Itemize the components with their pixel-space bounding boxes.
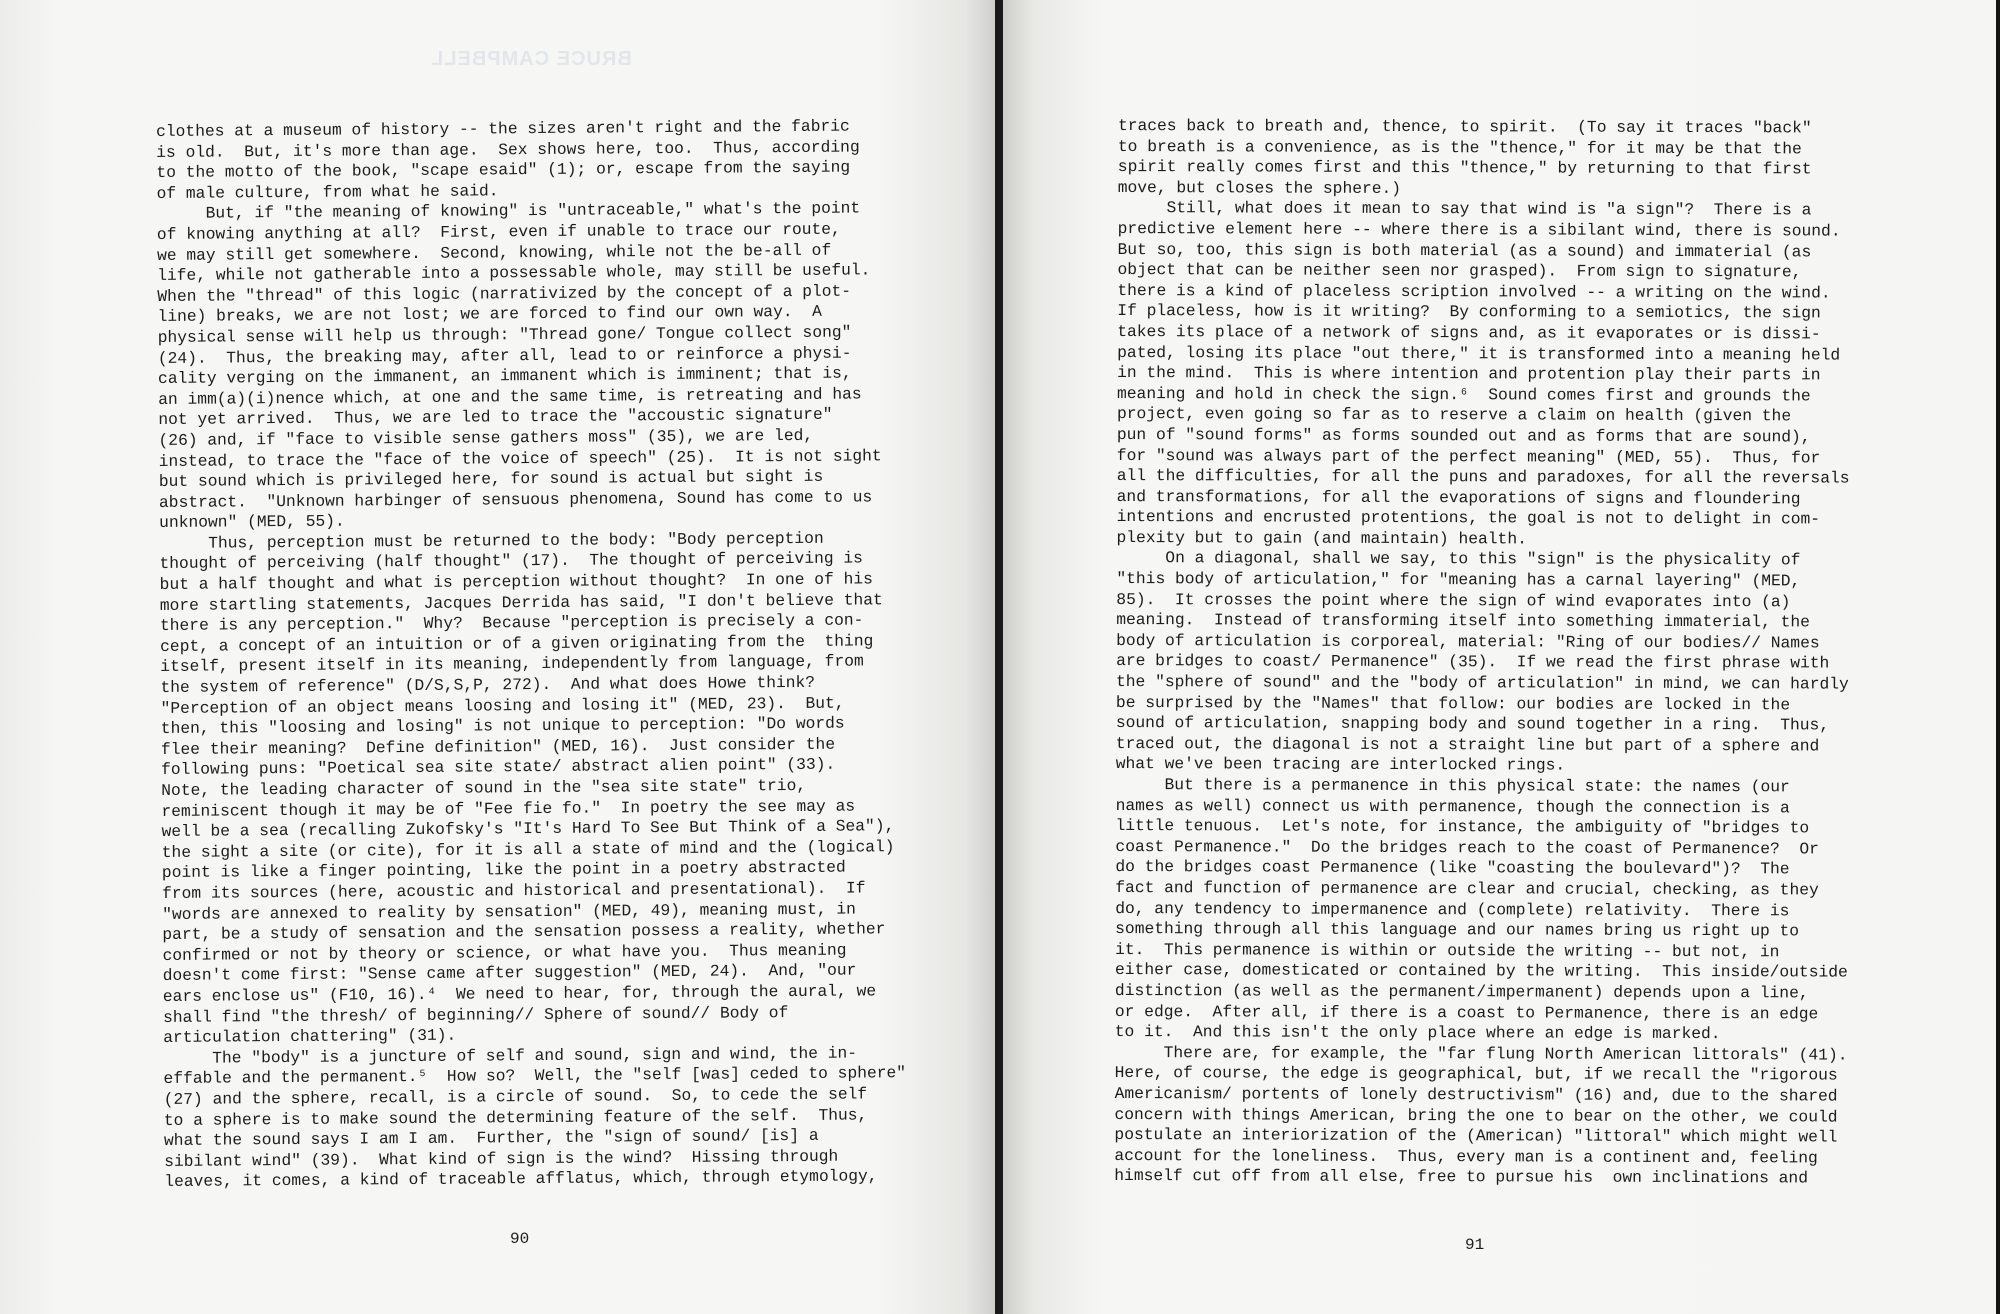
text-line: for "sound was always part of the perfect meaning" (MED, 55). Thus, for <box>1116 445 1821 467</box>
text-line: we may still get somewhere. Second, knowing, while not the be-all of <box>156 240 832 265</box>
text-line: physical sense will help us through: "Thread gone/ Tongue collect song" <box>157 322 852 347</box>
text-line: or edge. After all, if there is a coast to Permanence, there is an edge <box>1114 1001 1819 1023</box>
text-line: "words are annexed to reality by sensation" (MED, 49), meaning must, in <box>162 899 856 924</box>
text-line: Americanism/ portents of lonely destructivism" (16) and, due to the shared <box>1114 1083 1838 1106</box>
text-line: from its sources (here, acoustic and historical and presentational). If <box>161 878 866 903</box>
right-page-body-text <box>1114 116 1851 1189</box>
text-line: of male culture, from what he said. <box>156 181 499 203</box>
text-line: do, any tendency to impermanence and (complete) relativity. There is <box>1115 898 1790 920</box>
text-line: ears enclose us" (F10, 16).⁴ We need to hear, for, through the aural, we <box>162 981 877 1006</box>
text-line: either case, domesticated or contained by the writing. This inside/outside <box>1114 960 1848 982</box>
text-line: part, be a study of sensation and the sensation possess a reality, whether <box>162 919 886 945</box>
text-line: (26) and, if "face to visible sense gathers moss" (35), we are led, <box>158 425 814 450</box>
text-line: (27) and the sphere, recall, is a circle of sound. So, to cede the self <box>163 1084 868 1109</box>
text-line: himself cut off from all else, free to pursue his own inclinations and <box>1114 1166 1809 1188</box>
text-line: pun of "sound forms" as forms sounded out and as forms that are sound), <box>1116 424 1811 447</box>
right-page <box>1003 0 1996 1314</box>
text-line: account for the loneliness. Thus, every man is a continent and, feeling <box>1114 1145 1818 1168</box>
text-line: meaning and hold in check the sign.⁶ Sound comes first and grounds the <box>1116 383 1811 406</box>
left-page <box>0 0 995 1314</box>
text-line: to the motto of the book, "scape esaid" (1); or, escape from the saying <box>156 157 851 183</box>
text-line: 85). It crosses the point where the sign of wind evaporates into (a) <box>1116 589 1791 612</box>
text-line: point is like a finger pointing, like the point in a poetry abstracted <box>161 857 846 883</box>
text-line: traces back to breath and, thence, to spirit. (To say it traces "back" <box>1117 116 1812 138</box>
text-line: and transformations, for all the evaporations of signs and floundering <box>1116 486 1801 509</box>
text-line: cept, a concept of an intuition or of a given originating from the thing <box>160 631 874 656</box>
text-line: "Perception of an object means loosing and losing it" (MED, 23). But, <box>160 693 845 718</box>
text-line: to breath is a convenience, as is the "thence," for it may be that the <box>1117 136 1802 158</box>
text-line: is old. But, it's more than age. Sex shows here, too. Thus, according <box>156 137 860 162</box>
text-line: the system of reference" (D/S,S,P, 272). And what does Howe think? <box>160 672 816 698</box>
text-line: concern with things American, bring the one to bear on the other, we could <box>1114 1104 1838 1127</box>
text-line: On a diagonal, shall we say, to this "sign" is the physicality of <box>1116 548 1801 570</box>
text-line: leaves, it comes, a kind of traceable afflatus, which, through etymology, <box>164 1166 878 1192</box>
page-number: 91 <box>1465 1236 1485 1254</box>
text-line: not yet arrived. Thus, we are led to trace the "accoustic signature" <box>158 405 833 430</box>
text-line: little tenuous. Let's note, for instance, the ambiguity of "bridges to <box>1115 816 1810 838</box>
text-line: The "body" is a juncture of self and sound, sign and wind, the in- <box>163 1043 858 1068</box>
text-line: but a half thought and what is perception without thought? In one of his <box>159 569 873 595</box>
text-line: life, while not gatherable into a possessable whole, may still be useful. <box>157 260 871 286</box>
text-line: sibilant wind" (39). What kind of sign is the wind? Hissing through <box>164 1146 839 1171</box>
text-line: coast Permanence." Do the bridges reach to the coast of Permanence? Or <box>1115 836 1819 859</box>
text-line: thought of perceiving (half thought" (17). The thought of perceiving is <box>159 548 863 574</box>
text-line: it. This permanence is within or outside the writing -- but not, in <box>1115 939 1780 962</box>
book-gutter <box>995 0 1003 1314</box>
text-line: project, even going so far as to reserve a claim on health (given the <box>1116 404 1792 426</box>
text-line: be surprised by the "Names" that follow: our bodies are locked in the <box>1115 692 1791 714</box>
text-line: "this body of articulation," for "meaning has a carnal layering" (MED, <box>1116 569 1801 591</box>
text-line: plexity but to gain (and maintain) health. <box>1116 527 1527 549</box>
text-line: Thus, perception must be returned to the body: "Body perception <box>159 528 824 553</box>
text-line: reminiscent though it may be of "Fee fie fo." In poetry the see may as <box>161 796 856 821</box>
text-line: are bridges to coast/ Permanence" (35). If we read the first phrase with <box>1116 651 1830 673</box>
text-line: more startling statements, Jacques Derrida has said, "I don't believe that <box>159 589 883 615</box>
text-line: predictive element here -- where there is a sibilant wind, there is sound. <box>1117 218 1841 241</box>
text-line: When the "thread" of this logic (narrativized by the concept of a plot- <box>157 281 852 306</box>
text-line: something through all this language and our names bring us right up to <box>1115 919 1800 941</box>
text-line: unknown" (MED, 55). <box>159 511 345 533</box>
text-line: postulate an interiorization of the (American) "littoral" which might well <box>1114 1125 1838 1147</box>
text-line: Note, the leading character of sound in the "sea site state" trio, <box>161 775 807 800</box>
text-line: line) breaks, we are not lost; we are forced to find our own way. A <box>157 302 822 327</box>
text-line: all the difficulties, for all the puns and paradoxes, for all the reversals <box>1116 466 1850 488</box>
left-page-body-text <box>156 116 907 1193</box>
text-line: takes its place of a network of signs and, as it evaporates or is dissi- <box>1117 321 1821 344</box>
text-line: the "sphere of sound" and the "body of articulation" in mind, we can hardly <box>1115 672 1849 694</box>
text-line: But so, too, this sign is both material (as a sound) and immaterial (as <box>1117 239 1812 261</box>
text-line: pated, losing its place "out there," it is transformed into a meaning held <box>1117 342 1841 365</box>
text-line: there is any perception." Why? Because "perception is precisely a con- <box>159 610 864 636</box>
text-line: But there is a permanence in this physical state: the names (our <box>1115 774 1790 797</box>
text-line: There are, for example, the "far flung North American littorals" (41). <box>1114 1042 1848 1065</box>
text-line: Here, of course, the edge is geographical, but, if we recall the "rigorous <box>1114 1063 1838 1085</box>
page-number: 90 <box>510 1230 530 1248</box>
text-line: of knowing anything at all? First, even if unable to trace our route, <box>156 219 841 244</box>
text-line: If placeless, how is it writing? By conforming to a semiotics, the sign <box>1117 301 1821 323</box>
text-line: to it. And this isn't the only place where an edge is marked. <box>1114 1022 1721 1044</box>
text-line: clothes at a museum of history -- the sizes aren't right and the fabric <box>156 116 850 141</box>
text-line: meaning. Instead of transforming itself into something immaterial, the <box>1116 610 1810 632</box>
text-line: instead, to trace the "face of the voice of speech" (25). It is not sight <box>158 445 882 471</box>
text-line: there is a kind of placeless scription involved -- a writing on the wind. <box>1117 280 1831 303</box>
text-line: Still, what does it mean to say that wind is "a sign"? There is a <box>1117 198 1812 220</box>
text-line: But, if "the meaning of knowing" is "untraceable," what's the point <box>156 198 861 224</box>
text-line: names as well) connect us with permanence, though the connection is a <box>1115 795 1790 817</box>
text-line: itself, present itself in its meaning, independently from language, from <box>160 651 864 677</box>
text-line: shall find "the thresh/ of beginning// Sphere of sound// Body of <box>162 1002 789 1027</box>
text-line: traced out, the diagonal is not a straight line but part of a sphere and <box>1115 733 1820 756</box>
text-line: fact and function of permanence are clear and crucial, checking, as they <box>1115 877 1819 900</box>
text-line: do the bridges coast Permanence (like "coasting the boulevard")? The <box>1115 857 1790 879</box>
text-line: in the mind. This is where intention and protention play their parts in <box>1117 363 1821 385</box>
text-line: following puns: "Poetical sea site state/ abstract alien point" (33). <box>161 755 836 780</box>
text-line: articulation chattering" (31). <box>163 1025 457 1048</box>
text-line: an imm(a)(i)nence which, at one and the same time, is retreating and has <box>158 384 862 409</box>
text-line: distinction (as well as the permanent/impermanent) depends upon a line, <box>1114 980 1809 1003</box>
text-line: cality verging on the immanent, an immanent which is imminent; that is, <box>157 363 852 389</box>
text-line: confirmed or not by theory or science, or what have you. Thus meaning <box>162 940 847 965</box>
text-line: spirit really comes first and this "thence," by returning to that first <box>1117 157 1812 179</box>
text-line: body of articulation is corporeal, material: "Ring of our bodies// Names <box>1116 630 1820 653</box>
text-line: doesn't come first: "Sense came after suggestion" (MED, 24). And, "our <box>162 960 857 986</box>
text-line: abstract. "Unknown harbinger of sensuous phenomena, Sound has come to us <box>158 487 873 512</box>
text-line: intentions and encrusted protentions, the goal is not to delight in com- <box>1116 507 1821 529</box>
text-line: what the sound says I am I am. Further, the "sign of sound/ [is] a <box>163 1125 819 1151</box>
bleed-through-header: BRUCE CAMPBELL <box>430 48 632 70</box>
text-line: what we've been tracing are interlocked rings. <box>1115 754 1566 775</box>
text-line: to a sphere is to make sound the determining feature of the self. Thus, <box>163 1104 868 1130</box>
text-line: effable and the permanent.⁵ How so? Well, the "self [was] ceded to sphere" <box>163 1063 907 1089</box>
text-line: sound of articulation, snapping body and sound together in a ring. Thus, <box>1115 713 1830 735</box>
text-line: object that can be neither seen nor grasped). From sign to signature, <box>1117 260 1802 282</box>
text-line: move, but closes the sphere.) <box>1117 177 1402 198</box>
text-line: but sound which is privileged here, for sound is actual but sight is <box>158 466 824 492</box>
text-line: the sight a site (or cite), for it is all a state of mind and the (logical) <box>161 837 895 862</box>
text-line: (24). Thus, the breaking may, after all, lead to or reinforce a physi- <box>157 343 852 368</box>
text-line: well be a sea (recalling Zukofsky's "It's Hard To See But Think of a Sea"), <box>161 816 895 842</box>
text-line: then, this "loosing and losing" is not unique to perception: "Do words <box>160 713 845 739</box>
text-line: flee their meaning? Define definition" (MED, 16). Just consider the <box>160 734 836 759</box>
